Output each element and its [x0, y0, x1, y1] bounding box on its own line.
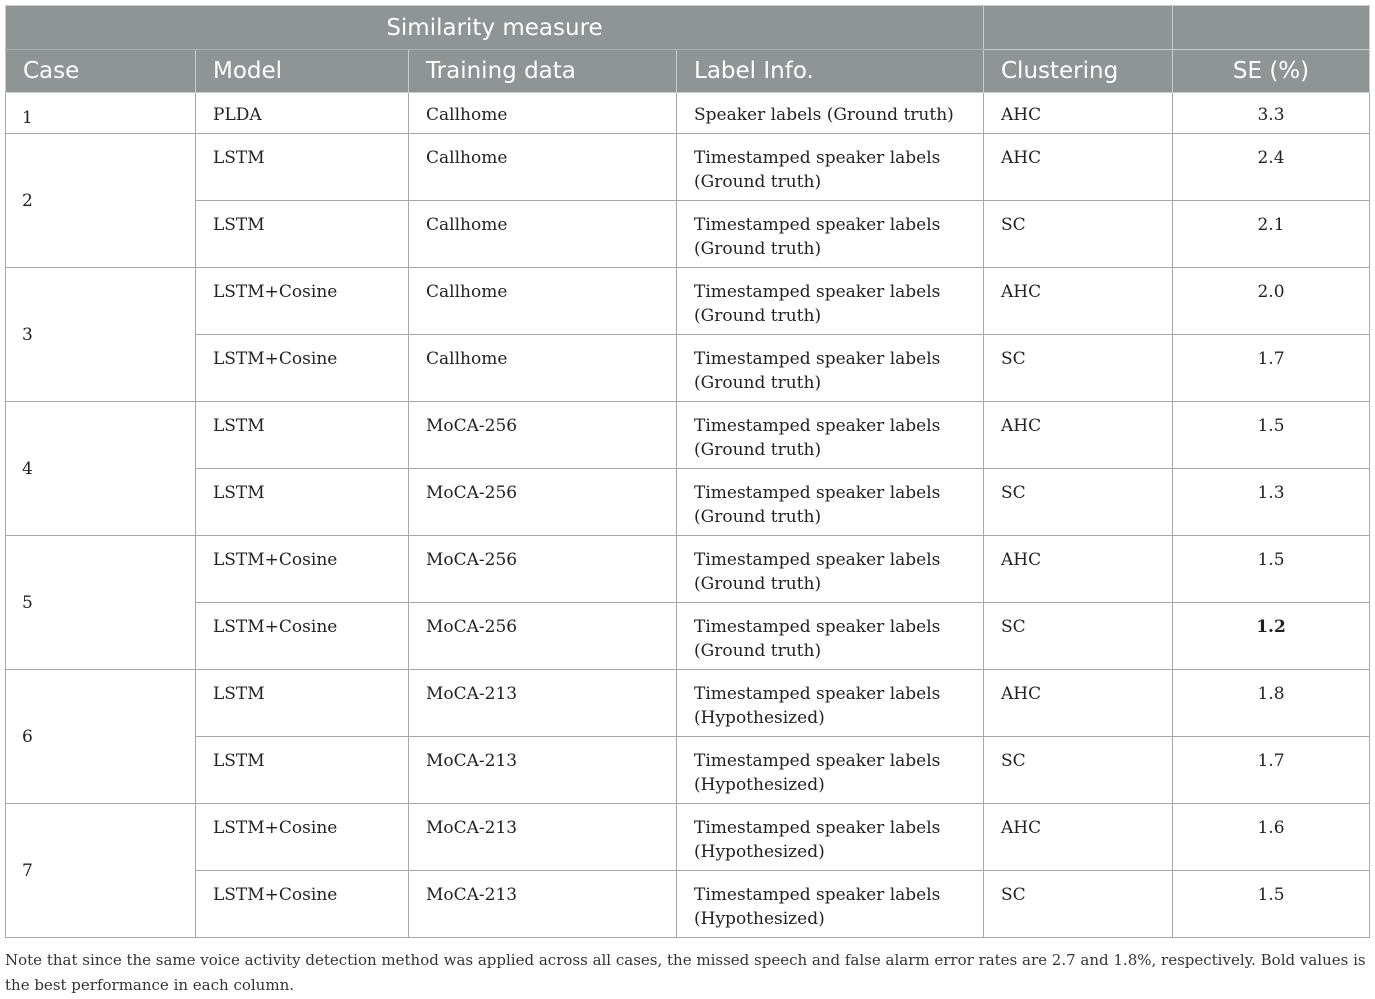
label-info-line-2: (Hypothesized) — [694, 842, 825, 862]
table-row — [6, 737, 1370, 804]
table-row — [6, 536, 1370, 603]
label-info-line-2: (Ground truth) — [694, 373, 822, 393]
clustering-cell: AHC — [984, 804, 1173, 871]
se-cell: 1.5 — [1173, 402, 1370, 469]
label-info-line-2: (Hypothesized) — [694, 775, 825, 795]
label-info-line-1: Timestamped speaker labels — [694, 416, 941, 436]
header-spacer-se — [1173, 6, 1370, 50]
label-info-cell — [677, 737, 984, 804]
model-cell: LSTM — [196, 469, 409, 536]
se-cell: 1.6 — [1173, 804, 1370, 871]
model-cell: LSTM+Cosine — [196, 268, 409, 335]
se-cell: 2.4 — [1173, 134, 1370, 201]
model-cell: PLDA — [196, 93, 409, 134]
label-info-line-2: (Ground truth) — [694, 440, 822, 460]
column-header-case: Case — [6, 50, 196, 93]
se-cell: 1.7 — [1173, 335, 1370, 402]
se-cell: 1.8 — [1173, 670, 1370, 737]
table-row — [6, 871, 1370, 938]
model-cell: LSTM+Cosine — [196, 804, 409, 871]
se-cell: 1.2 — [1173, 603, 1370, 670]
label-info-cell — [677, 804, 984, 871]
clustering-cell: SC — [984, 737, 1173, 804]
training-data-cell: MoCA-213 — [409, 871, 677, 938]
table-header — [6, 6, 1370, 93]
table-row — [6, 134, 1370, 201]
column-header-se: SE (%) — [1173, 50, 1370, 93]
case-cell: 4 — [6, 402, 196, 536]
label-info-cell — [677, 871, 984, 938]
label-info-line-1: Timestamped speaker labels — [694, 550, 941, 570]
label-info-line-1: Timestamped speaker labels — [694, 751, 941, 771]
model-cell: LSTM — [196, 402, 409, 469]
label-info-cell — [677, 93, 984, 134]
case-cell: 7 — [6, 804, 196, 938]
table-footnote: Note that since the same voice activity detection method was applied across all cases, the missed speech and false alarm error rates are 2.7 and 1.8%, respectively. Bold values is the best performance in each column. — [5, 951, 1366, 994]
model-cell: LSTM — [196, 134, 409, 201]
column-header-clustering: Clustering — [984, 50, 1173, 93]
table-row — [6, 603, 1370, 670]
clustering-cell: AHC — [984, 670, 1173, 737]
clustering-cell: SC — [984, 469, 1173, 536]
training-data-cell: Callhome — [409, 93, 677, 134]
training-data-cell: Callhome — [409, 268, 677, 335]
se-cell: 1.7 — [1173, 737, 1370, 804]
clustering-cell: AHC — [984, 93, 1173, 134]
label-info-line-2: (Ground truth) — [694, 641, 822, 661]
training-data-cell: Callhome — [409, 134, 677, 201]
label-info-line-1: Timestamped speaker labels — [694, 818, 941, 838]
se-cell: 1.5 — [1173, 871, 1370, 938]
case-cell: 1 — [6, 93, 196, 134]
training-data-cell: MoCA-213 — [409, 804, 677, 871]
label-info-line-1: Timestamped speaker labels — [694, 349, 941, 369]
label-info-line-1: Timestamped speaker labels — [694, 885, 941, 905]
table-row — [6, 201, 1370, 268]
se-cell: 2.0 — [1173, 268, 1370, 335]
label-info-line-1: Timestamped speaker labels — [694, 148, 941, 168]
label-info-cell — [677, 469, 984, 536]
table-row — [6, 335, 1370, 402]
model-cell: LSTM — [196, 201, 409, 268]
results-table-container — [5, 5, 1369, 938]
training-data-cell: MoCA-256 — [409, 536, 677, 603]
label-info-cell — [677, 335, 984, 402]
label-info-line-1: Timestamped speaker labels — [694, 215, 941, 235]
se-cell: 1.5 — [1173, 536, 1370, 603]
training-data-cell: Callhome — [409, 335, 677, 402]
model-cell: LSTM — [196, 670, 409, 737]
label-info-cell — [677, 670, 984, 737]
training-data-cell: MoCA-213 — [409, 737, 677, 804]
label-info-cell — [677, 201, 984, 268]
table-row — [6, 469, 1370, 536]
se-cell: 2.1 — [1173, 201, 1370, 268]
se-cell: 1.3 — [1173, 469, 1370, 536]
clustering-cell: AHC — [984, 536, 1173, 603]
header-spacer-clustering — [984, 6, 1173, 50]
clustering-cell: AHC — [984, 402, 1173, 469]
similarity-measure-header: Similarity measure — [6, 6, 984, 50]
label-info-line-2: (Ground truth) — [694, 239, 822, 259]
label-info-line-1: Timestamped speaker labels — [694, 617, 941, 637]
table-row — [6, 804, 1370, 871]
label-info-line-1: Timestamped speaker labels — [694, 282, 941, 302]
model-cell: LSTM+Cosine — [196, 603, 409, 670]
label-info-line-2: (Ground truth) — [694, 507, 822, 527]
se-cell: 3.3 — [1173, 93, 1370, 134]
label-info-cell — [677, 402, 984, 469]
model-cell: LSTM — [196, 737, 409, 804]
label-info-cell — [677, 268, 984, 335]
clustering-cell: SC — [984, 335, 1173, 402]
column-header-model: Model — [196, 50, 409, 93]
label-info-cell — [677, 536, 984, 603]
training-data-cell: MoCA-256 — [409, 402, 677, 469]
training-data-cell: MoCA-256 — [409, 603, 677, 670]
model-cell: LSTM+Cosine — [196, 536, 409, 603]
label-info-line-1: Speaker labels (Ground truth) — [694, 105, 954, 125]
label-info-cell — [677, 134, 984, 201]
clustering-cell: SC — [984, 603, 1173, 670]
label-info-line-2: (Hypothesized) — [694, 708, 825, 728]
clustering-cell: AHC — [984, 268, 1173, 335]
case-cell: 2 — [6, 134, 196, 268]
label-info-line-1: Timestamped speaker labels — [694, 684, 941, 704]
label-info-cell — [677, 603, 984, 670]
clustering-cell: SC — [984, 871, 1173, 938]
case-cell: 6 — [6, 670, 196, 804]
column-header-label-info: Label Info. — [677, 50, 984, 93]
training-data-cell: MoCA-256 — [409, 469, 677, 536]
model-cell: LSTM+Cosine — [196, 335, 409, 402]
table-row — [6, 670, 1370, 737]
clustering-cell: SC — [984, 201, 1173, 268]
table-row — [6, 402, 1370, 469]
case-cell: 3 — [6, 268, 196, 402]
table-row — [6, 268, 1370, 335]
training-data-cell: MoCA-213 — [409, 670, 677, 737]
model-cell: LSTM+Cosine — [196, 871, 409, 938]
case-cell: 5 — [6, 536, 196, 670]
label-info-line-2: (Hypothesized) — [694, 909, 825, 929]
table-body — [6, 93, 1370, 938]
clustering-cell: AHC — [984, 134, 1173, 201]
label-info-line-2: (Ground truth) — [694, 306, 822, 326]
label-info-line-2: (Ground truth) — [694, 172, 822, 192]
label-info-line-2: (Ground truth) — [694, 574, 822, 594]
column-header-training-data: Training data — [409, 50, 677, 93]
training-data-cell: Callhome — [409, 201, 677, 268]
table-row — [6, 93, 1370, 134]
results-table — [5, 5, 1370, 938]
label-info-line-1: Timestamped speaker labels — [694, 483, 941, 503]
